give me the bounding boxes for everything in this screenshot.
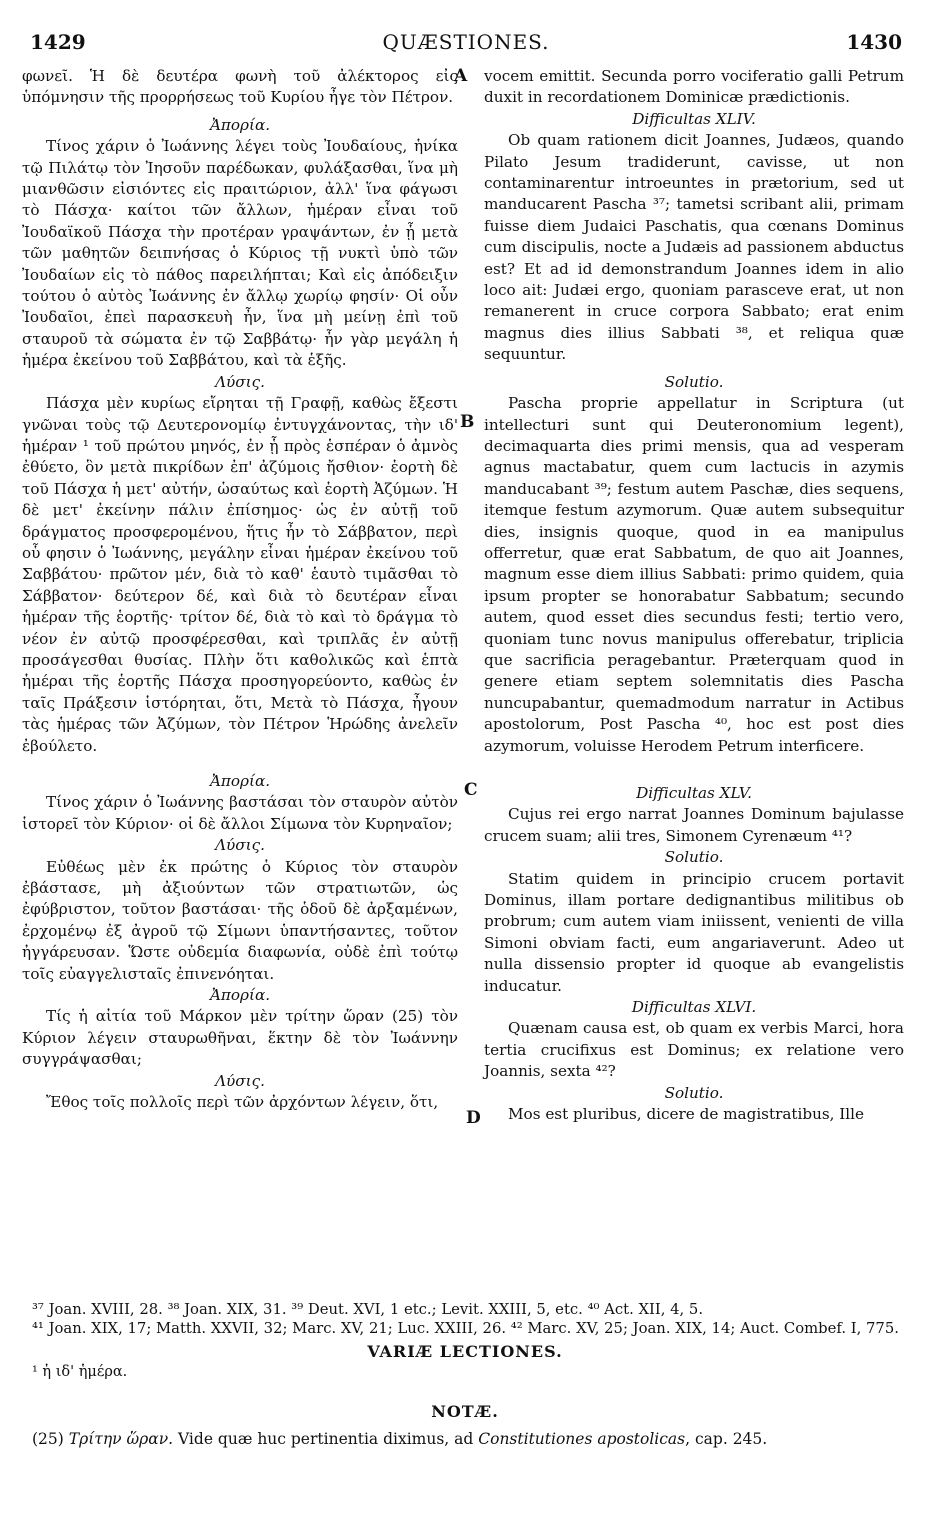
- margin-letter-d: D: [466, 1108, 481, 1128]
- latin-paragraph-2: Pascha proprie appellatur in Scriptura (ut intellecturi sunt qui Deuteronomium legent), decimaquarta dies primi mensis, qua ad vesperam agnus mactabatur, quem cum lactucis in azymis manducabant ³⁹; festum autem Paschæ, dies sequens, itemque festum azymorum. Quæ autem subsequitur dies, insignis quoque, quod in ea manipulus offerretur, quæ erat Sabbatum, de quo ait Joannes, magnum esse diem illius Sabbati: primo quidem, quia ipsum propter se honorabatur Sabbatum; secundo autem, quod esset dies secundus festi; tertio vero, quoniam tunc novus manipulus offerebatur, triplicia que sacrificia peragebantur. Præterquam quod in genere etiam septem solemnitatis dies Pascha nuncupabantur, quemadmodum narratur in Actibus apostolorum, Post Pascha ⁴⁰, hoc est post dies azymorum, voluisse Herodem Petrum interficere.: [484, 394, 904, 755]
- page-number-left: 1429: [30, 30, 86, 54]
- margin-letter-a: A: [454, 66, 468, 86]
- footnote-line-2: ⁴¹ Joan. XIX, 17; Matth. XXVII, 32; Marc. XV, 21; Luc. XXIII, 26. ⁴² Marc. XV, 25; Joan. XIX, 14; Auct. Combef. I, 775.: [32, 1320, 899, 1337]
- latin-paragraph-6: Mos est pluribus, dicere de magistratibus, Ille: [508, 1105, 865, 1124]
- greek-heading-aporia-2: Ἀπορία.: [209, 772, 271, 790]
- notae-body: Vide quæ huc pertinentia diximus, ad: [178, 1430, 474, 1448]
- latin-heading-difficultas-46: Difficultas XLVI.: [631, 998, 757, 1017]
- margin-letter-c: C: [464, 780, 478, 800]
- page-number-right: 1430: [846, 30, 902, 54]
- latin-heading-difficultas-45: Difficultas XLV.: [636, 784, 752, 802]
- footnotes: [32, 1300, 904, 1338]
- notae-cap: , cap. 245.: [685, 1430, 768, 1448]
- greek-heading-aporia-1: Ἀπορία.: [209, 115, 271, 134]
- greek-column: [22, 66, 458, 1114]
- margin-letter-b: B: [460, 412, 475, 432]
- latin-column: [484, 66, 904, 1126]
- footnote-line-1: ³⁷ Joan. XVIII, 28. ³⁸ Joan. XIX, 31. ³⁹ Deut. XVI, 1 etc.; Levit. XXIII, 5, etc. ⁴⁰ Act. XII, 4, 5.: [32, 1301, 704, 1318]
- greek-heading-aporia-3: Ἀπορία.: [209, 986, 271, 1005]
- latin-paragraph-4: Statim quidem in principio crucem portavit Dominus, illam portare dedignantibus militibus ob probrum; cum autem viam iniissent, venienti de villa Simoni obviam facti, eum angariaverunt. Adeo ut nulla dissensio propter id quoque ab evangelistis inducatur.: [484, 869, 904, 995]
- variae-lectiones-title: VARIÆ LECTIONES.: [367, 1342, 563, 1361]
- latin-paragraph-3: Cujus rei ergo narrat Joannes Dominum bajulasse crucem suam; alii tres, Simonem Cyrenæum ⁴¹?: [484, 805, 904, 845]
- running-title: QUÆSTIONES.: [382, 30, 550, 54]
- latin-paragraph-0: vocem emittit. Secunda porro vociferatio galli Petrum duxit in recordationem Dominicæ prædictionis.: [484, 67, 904, 107]
- latin-heading-solutio-1: Solutio.: [664, 372, 724, 391]
- greek-paragraph-2: Πάσχα μὲν κυρίως εἴρηται τῇ Γραφῇ, καθὼς ἔξεστι γνῶναι τοὺς τῷ Δευτερονομίῳ ἐντυγχάνοντας, τὴν ιδ' ἡμέραν ¹ τοῦ πρώτου μηνός, ἐν ᾗ πρὸς ἑσπέραν ὁ ἀμνὸς ἐθύετο, ὃν μετὰ πικρίδων ἐπ' ἀζύμοις ἤσθιον· ἑορτὴ δὲ τοῦ Πάσχα ἡ μετ' αὐτήν, ὡσαύτως καὶ ἑορτὴ Ἀζύμων. Ἡ δὲ μετ' ἐκείνην πάλιν ἐπίσημος· ὡς ἐν αὐτῇ τοῦ δράγματος προσφερομένου, ἥτις ἦν τὸ Σάββατον, περὶ οὗ φησιν ὁ Ἰωάννης, μεγάλην εἶναι ἡμέραν ἐκείνου τοῦ Σαββάτου· πρῶτον μέν, διὰ τὸ καθ' ἑαυτὸ τιμᾶσθαι τὸ Σάββατον· δεύτερον δέ, καὶ διὰ τὸ δευτέραν εἶναι ἡμέραν τῆς ἑορτῆς· τρίτον δέ, διὰ τὸ καὶ τὸ δράγμα τὸ νέον ἐν αὐτῷ προσφέρεσθαι, καὶ τριπλᾶς ἐν αὐτῇ προσάγεσθαι θυσίας. Πλὴν ὅτι καθολικῶς καὶ ἑπτὰ ἡμέραι τῆς ἑορτῆς Πάσχα προσηγορεύοντο, καθὼς ἐν ταῖς Πράξεσιν ἱστόρηται, ὅτι, Μετὰ τὸ Πάσχα, ἦγουν τὰς ἡμέρας τῶν Ἀζύμων, τὸν Πέτρον Ἡρώδης ἀνελεῖν ἐβούλετο.: [22, 394, 458, 755]
- notae-book: Constitutiones apostolicas: [478, 1430, 686, 1448]
- greek-heading-lysis-2: Λύσις.: [215, 836, 265, 855]
- notae-text: [32, 1430, 904, 1448]
- greek-heading-lysis-3: Λύσις.: [215, 1071, 265, 1090]
- latin-paragraph-5: Quænam causa est, ob quam ex verbis Marci, hora tertia crucifixus est Dominus; ex relatione vero Joannis, sexta ⁴²?: [484, 1019, 904, 1081]
- greek-paragraph-0: φωνεῖ. Ἡ δὲ δευτέρα φωνὴ τοῦ ἀλέκτορος εἰς ὑπόμνησιν τῆς προρρήσεως τοῦ Κυρίου ἦγε τὸν Πέτρον.: [22, 67, 458, 107]
- notae-greek: Τρίτην ὥραν.: [68, 1430, 174, 1448]
- latin-paragraph-1: Ob quam rationem dicit Joannes, Judæos, quando Pilato Jesum tradiderunt, cavisse, ut non contaminarentur introeuntes in prætorium, sed ut manducarent Pascha ³⁷; tametsi scribant alii, primam fuisse diem Judaici Paschatis, qua cœnans Dominus cum discipulis, nocte a Judæis ad passionem abductus est? Et ad id demonstrandum Joannes idem in alio loco ait: Judæi ergo, quoniam parasceve erat, ut non remanerent in cruce corpora Sabbato; erat enim magnus dies illius Sabbati ³⁸, et reliqua quæ sequuntur.: [484, 131, 904, 364]
- latin-heading-solutio-2: Solutio.: [664, 848, 724, 867]
- greek-paragraph-3: Τίνος χάριν ὁ Ἰωάννης βαστάσαι τὸν σταυρὸν αὐτὸν ἱστορεῖ τὸν Κύριον· οἱ δὲ ἄλλοι Σίμωνα τὸν Κυρηναῖον;: [22, 793, 458, 833]
- notae-label: (25): [32, 1430, 64, 1448]
- greek-paragraph-1: Τίνος χάριν ὁ Ἰωάννης λέγει τοὺς Ἰουδαίους, ἡνίκα τῷ Πιλάτῳ τὸν Ἰησοῦν παρέδωκαν, φυλάξασθαι, ἵνα μὴ μιανθῶσιν εἰσιόντες εἰς πραιτώριον, ἀλλ' ἵνα φάγωσι τὸ Πάσχα· καίτοι τῶν ἄλλων, ἡμέραν εἶναι τοῦ Ἰουδαϊκοῦ Πάσχα τὴν προτέραν γραψάντων, ἐν ᾗ μετὰ τῶν μαθητῶν δειπνήσας ὁ Κύριος τῇ νυκτὶ ὑπὸ τῶν Ἰουδαίων εἰς τὸ πάθος παρειλήπται; Καὶ εἰς ἀπόδειξιν τούτου ὁ αὐτὸς Ἰωάννης ἐν ἄλλῳ χωρίῳ φησίν· Οἱ οὖν Ἰουδαῖοι, ἐπεὶ παρασκευὴ ἦν, ἵνα μὴ μείνῃ ἐπὶ τοῦ σταυροῦ τὰ σώματα ἐν τῷ Σαββάτῳ· ἦν γὰρ μεγάλη ἡ ἡμέρα ἐκείνου τοῦ Σαββάτου, καὶ τὰ ἑξῆς.: [22, 137, 458, 370]
- notae-title: NOTÆ.: [431, 1402, 499, 1421]
- greek-paragraph-5: Τίς ἡ αἰτία τοῦ Μάρκον μὲν τρίτην ὥραν (25) τὸν Κύριον λέγειν σταυρωθῆναι, ἕκτην δὲ τὸν Ἰωάννην συγγράψασθαι;: [22, 1007, 458, 1069]
- greek-paragraph-6: Ἔθος τοῖς πολλοῖς περὶ τῶν ἀρχόντων λέγειν, ὅτι,: [46, 1093, 439, 1112]
- page-header: [30, 30, 902, 64]
- variae-lectiones-text: ¹ ἡ ιδ' ἡμέρα.: [32, 1364, 128, 1380]
- greek-heading-lysis-1: Λύσις.: [215, 372, 265, 391]
- latin-heading-solutio-3: Solutio.: [664, 1083, 724, 1102]
- greek-paragraph-4: Εὐθέως μὲν ἐκ πρώτης ὁ Κύριος τὸν σταυρὸν ἐβάστασε, μὴ ἀξιούντων τῶν στρατιωτῶν, ὡς ἐφύβριστον, τοῦτον βαστάσαι· τῆς ὁδοῦ δὲ ἀρξαμένων, ἐρχομένῳ ἐξ ἀγροῦ τῷ Σίμωνι ὑπαντήσαντες, τοῦτον ἠγγάρευσαν. Ὥστε οὐδεμία διαφωνία, οὐδὲ ἐπὶ τούτῳ τοῖς εὐαγγελισταῖς ἐπινενόηται.: [22, 857, 458, 983]
- latin-heading-difficultas-44: Difficultas XLIV.: [632, 109, 756, 128]
